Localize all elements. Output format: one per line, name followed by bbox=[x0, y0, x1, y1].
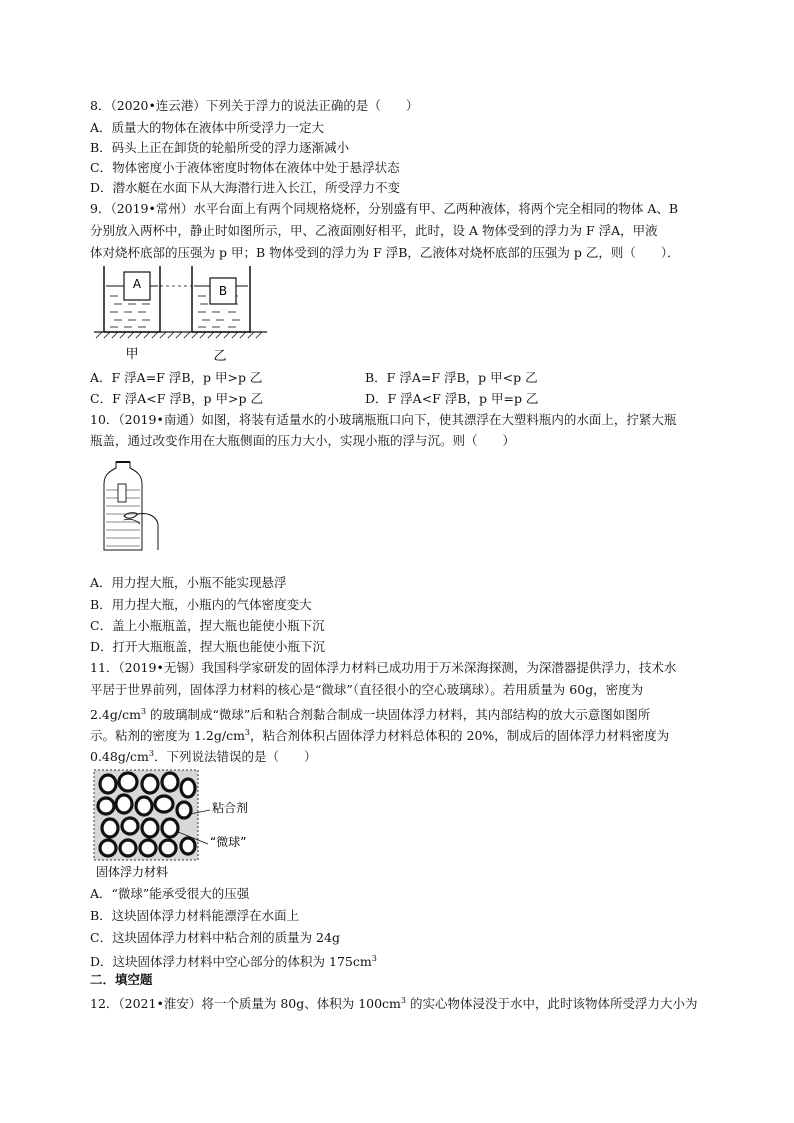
q11-density-glue: 示。粘剂的密度为 1.2g/cm bbox=[90, 728, 245, 743]
q11-stem-line5 bbox=[90, 746, 317, 765]
q11-sup-3a: 3 bbox=[140, 707, 147, 716]
q11-material-figure bbox=[92, 768, 272, 880]
q10-option-b: B．用力捏大瓶，小瓶内的气体密度变大 bbox=[90, 597, 312, 612]
q9-option-b: B．F 浮A=F 浮B，p 甲<p 乙 bbox=[365, 370, 538, 385]
q10-bottle-figure bbox=[98, 454, 168, 558]
q9-stem-line2: 分别放入两杯中，静止时如图所示，甲、乙液面刚好相平，此时，设 A 物体受到的浮力为 F 浮A，甲液 bbox=[90, 223, 658, 238]
q11-figure-label-ball: “微球” bbox=[210, 835, 247, 849]
q8-option-c: C．物体密度小于液体密度时物体在液体中处于悬浮状态 bbox=[90, 160, 400, 175]
q11-option-d-text: D．这块固体浮力材料中空心部分的体积为 175cm bbox=[90, 954, 372, 969]
q11-density-material: 0.48g/cm bbox=[90, 749, 149, 764]
q11-option-d-sup: 3 bbox=[371, 954, 377, 963]
q11-stem-line4 bbox=[90, 725, 669, 744]
q9-beakers-figure bbox=[92, 262, 272, 366]
q12-stem-a: 12．（2021•淮安）将一个质量为 80g、体积为 100cm bbox=[90, 996, 401, 1011]
q8-stem: 8．（2020•连云港）下列关于浮力的说法正确的是（ ） bbox=[90, 98, 419, 113]
q12-sup-3: 3 bbox=[400, 996, 407, 1005]
q10-stem-line2: 瓶盖，通过改变作用在大瓶侧面的压力大小，实现小瓶的浮与沉。则（ ） bbox=[90, 433, 516, 448]
q11-density-glass: 2.4g/cm bbox=[90, 707, 141, 722]
q11-figure-caption: 固体浮力材料 bbox=[96, 865, 169, 879]
section-title-fill-in: 二．填空题 bbox=[90, 972, 153, 987]
q11-figure-label-glue: 粘合剂 bbox=[212, 801, 249, 815]
q8-option-a: A．质量大的物体在液体中所受浮力一定大 bbox=[90, 120, 325, 135]
q9-figure-label-b: B bbox=[218, 284, 228, 298]
q11-option-b: B．这块固体浮力材料能漂浮在水面上 bbox=[90, 908, 300, 923]
q9-option-d: D．F 浮A<F 浮B，p 甲=p 乙 bbox=[365, 391, 539, 406]
q11-option-d bbox=[90, 951, 377, 970]
q12-stem-b: 的实心物体浸没于水中，此时该物体所受浮力大小为 bbox=[406, 996, 698, 1011]
q12-stem bbox=[90, 993, 698, 1012]
q9-stem-line1: 9．（2019•常州）水平台面上有两个同规格烧杯，分别盛有甲、乙两种液体，将两个完全相同的物体 A、B bbox=[90, 201, 679, 216]
q11-stem-line2: 平居于世界前列，固体浮力材料的核心是“微球”（直径很小的空心玻璃球）。若用质量为 60g，密度为 bbox=[90, 682, 644, 697]
q10-option-a: A．用力捏大瓶，小瓶不能实现悬浮 bbox=[90, 575, 287, 590]
q9-figure-label-a: A bbox=[132, 277, 142, 291]
q8-option-b: B．码头上正在卸货的轮船所受的浮力逐渐减小 bbox=[90, 140, 350, 155]
q11-sup-3c: 3 bbox=[148, 749, 154, 758]
q10-option-d: D．打开大瓶瓶盖，捏大瓶也能使小瓶下沉 bbox=[90, 639, 326, 654]
q11-stem-line3-rest: 的玻璃制成“微球”后和粘合剂黏合制成一块固体浮力材料，其内部结构的放大示意图如图所 bbox=[146, 707, 651, 722]
q11-sup-3b: 3 bbox=[244, 728, 251, 737]
q9-figure-caption-right: 乙 bbox=[213, 349, 227, 364]
q11-option-a: A．“微球”能承受很大的压强 bbox=[90, 886, 250, 901]
q9-option-c: C．F 浮A<F 浮B，p 甲>p 乙 bbox=[90, 391, 263, 406]
q11-stem-line4-rest: ，粘合剂体积占固体浮力材料总体积的 20%，制成后的固体浮力材料密度为 bbox=[250, 728, 670, 743]
q11-stem-line3 bbox=[90, 704, 650, 723]
q11-stem-line1: 11．（2019•无锡）我国科学家研发的固体浮力材料已成功用于万米深海探测，为深潜器提供浮力，技术水 bbox=[90, 660, 677, 675]
q11-stem-line5-rest: ．下列说法错误的是（ ） bbox=[154, 749, 317, 764]
q10-stem-line1: 10．（2019•南通）如图，将装有适量水的小玻璃瓶瓶口向下，使其漂浮在大塑料瓶内的水面上，拧紧大瓶 bbox=[90, 412, 677, 427]
q9-figure-caption-left: 甲 bbox=[125, 347, 139, 362]
q9-option-a: A．F 浮A=F 浮B，p 甲>p 乙 bbox=[90, 370, 263, 385]
q8-option-d: D．潜水艇在水面下从大海潜行进入长江，所受浮力不变 bbox=[90, 180, 401, 195]
q10-option-c: C．盖上小瓶瓶盖，捏大瓶也能使小瓶下沉 bbox=[90, 618, 325, 633]
q11-option-c: C．这块固体浮力材料中粘合剂的质量为 24g bbox=[90, 930, 340, 945]
q9-stem-line3: 体对烧杯底部的压强为 p 甲；B 物体受到的浮力为 F 浮B，乙液体对烧杯底部的压强为 p 乙，则（ ）． bbox=[90, 245, 680, 260]
